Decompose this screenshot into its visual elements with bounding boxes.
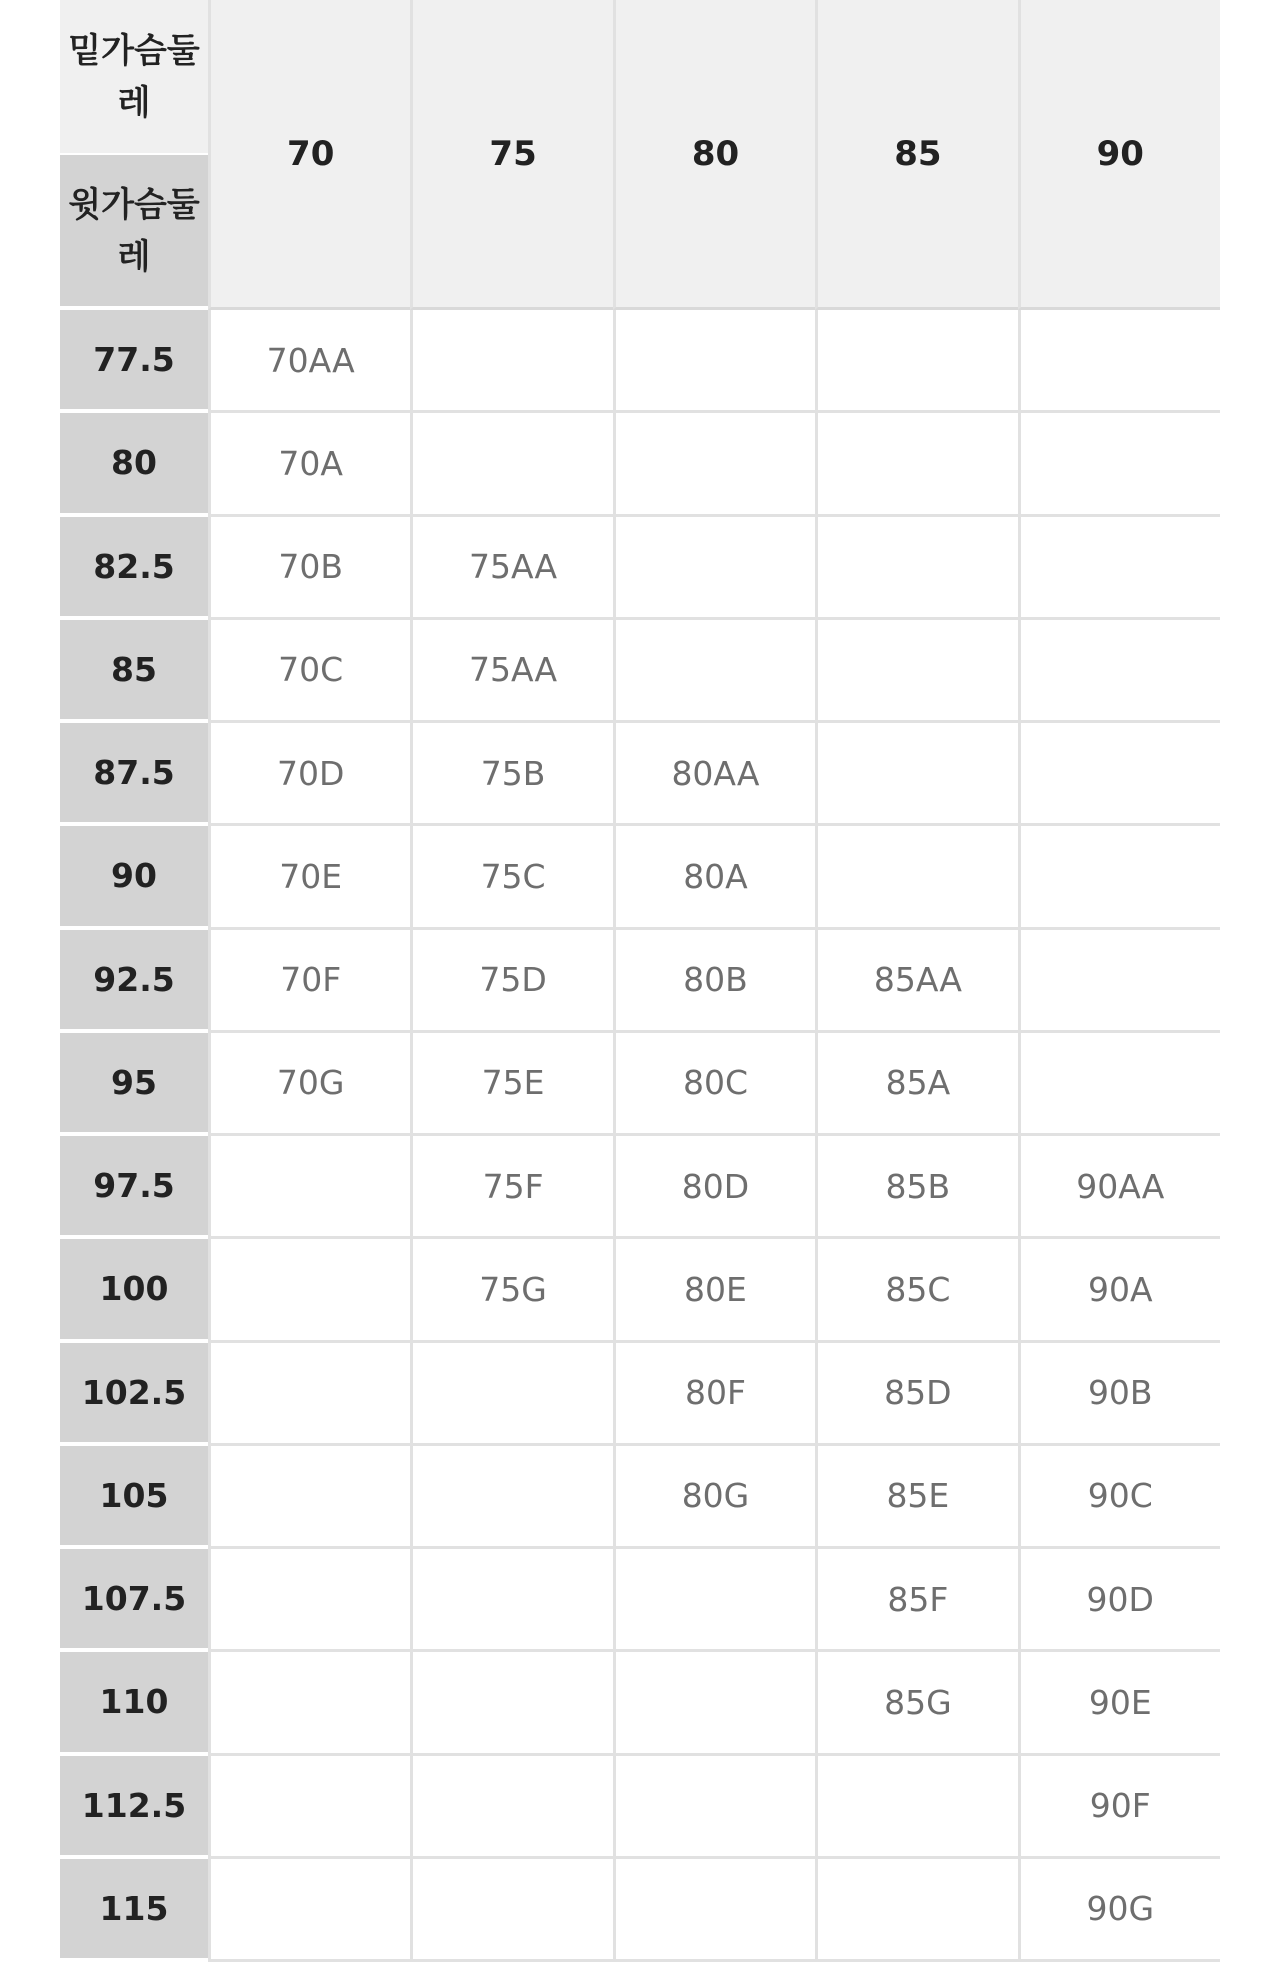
overbust-value: 80 <box>60 413 208 516</box>
size-cell: 70AA <box>208 310 410 413</box>
band-header-90: 90 <box>1018 0 1220 310</box>
size-cell: 85G <box>815 1652 1017 1755</box>
size-cell: 75C <box>410 826 612 929</box>
size-cell <box>1018 517 1220 620</box>
size-cell: 90C <box>1018 1446 1220 1549</box>
size-cell: 80C <box>613 1033 815 1136</box>
size-cell <box>410 1859 612 1962</box>
bra-size-table <box>60 0 1220 1958</box>
size-cell: 80D <box>613 1136 815 1239</box>
size-cell <box>208 1239 410 1342</box>
size-cell <box>1018 620 1220 723</box>
size-cell <box>815 517 1017 620</box>
size-cell: 90F <box>1018 1756 1220 1859</box>
size-cell <box>208 1756 410 1859</box>
overbust-value: 97.5 <box>60 1136 208 1239</box>
overbust-value: 77.5 <box>60 310 208 413</box>
size-cell <box>410 1446 612 1549</box>
size-cell: 90G <box>1018 1859 1220 1962</box>
size-cell <box>410 1549 612 1652</box>
band-header-70: 70 <box>208 0 410 310</box>
size-cell <box>208 1343 410 1446</box>
size-cell: 85C <box>815 1239 1017 1342</box>
size-cell <box>613 1756 815 1859</box>
size-cell <box>815 723 1017 826</box>
overbust-value: 115 <box>60 1859 208 1962</box>
size-cell: 75D <box>410 930 612 1033</box>
size-cell: 90AA <box>1018 1136 1220 1239</box>
size-cell <box>815 620 1017 723</box>
overbust-value: 92.5 <box>60 930 208 1033</box>
size-cell <box>410 413 612 516</box>
size-cell <box>613 1549 815 1652</box>
size-cell: 85E <box>815 1446 1017 1549</box>
size-cell: 80G <box>613 1446 815 1549</box>
size-cell: 75AA <box>410 517 612 620</box>
size-cell <box>815 1756 1017 1859</box>
size-cell <box>410 310 612 413</box>
overbust-value: 82.5 <box>60 517 208 620</box>
overbust-value: 95 <box>60 1033 208 1136</box>
size-cell <box>613 1859 815 1962</box>
overbust-value: 85 <box>60 620 208 723</box>
band-header-75: 75 <box>410 0 612 310</box>
band-header-85: 85 <box>815 0 1017 310</box>
size-cell <box>613 620 815 723</box>
size-cell <box>1018 1033 1220 1136</box>
size-cell: 75F <box>410 1136 612 1239</box>
size-cell: 90E <box>1018 1652 1220 1755</box>
size-cell: 80F <box>613 1343 815 1446</box>
size-cell <box>410 1343 612 1446</box>
size-cell <box>410 1652 612 1755</box>
size-cell: 85A <box>815 1033 1017 1136</box>
size-cell <box>410 1756 612 1859</box>
overbust-value: 110 <box>60 1652 208 1755</box>
size-cell: 90B <box>1018 1343 1220 1446</box>
underbust-header: 밑가슴둘레 <box>60 0 208 155</box>
overbust-value: 105 <box>60 1446 208 1549</box>
size-cell <box>1018 826 1220 929</box>
size-cell <box>613 310 815 413</box>
size-cell <box>208 1859 410 1962</box>
size-cell: 90D <box>1018 1549 1220 1652</box>
size-cell: 75AA <box>410 620 612 723</box>
size-cell: 70E <box>208 826 410 929</box>
size-cell <box>613 413 815 516</box>
size-cell <box>815 310 1017 413</box>
overbust-value: 102.5 <box>60 1343 208 1446</box>
overbust-value: 100 <box>60 1239 208 1342</box>
size-cell: 75B <box>410 723 612 826</box>
size-cell: 80E <box>613 1239 815 1342</box>
size-cell <box>208 1446 410 1549</box>
size-cell: 80B <box>613 930 815 1033</box>
size-cell <box>613 1652 815 1755</box>
size-cell: 80A <box>613 826 815 929</box>
size-cell <box>1018 310 1220 413</box>
size-cell: 75E <box>410 1033 612 1136</box>
size-cell: 85F <box>815 1549 1017 1652</box>
size-cell <box>1018 723 1220 826</box>
band-header-80: 80 <box>613 0 815 310</box>
size-cell: 70G <box>208 1033 410 1136</box>
overbust-value: 112.5 <box>60 1756 208 1859</box>
overbust-header: 윗가슴둘레 <box>60 155 208 310</box>
size-cell: 70F <box>208 930 410 1033</box>
size-cell <box>208 1652 410 1755</box>
size-cell <box>208 1136 410 1239</box>
size-cell: 85D <box>815 1343 1017 1446</box>
overbust-value: 90 <box>60 826 208 929</box>
size-cell <box>613 517 815 620</box>
size-cell <box>1018 930 1220 1033</box>
size-cell: 70C <box>208 620 410 723</box>
size-cell: 75G <box>410 1239 612 1342</box>
size-cell: 80AA <box>613 723 815 826</box>
size-cell: 70A <box>208 413 410 516</box>
size-cell <box>208 1549 410 1652</box>
size-cell: 70B <box>208 517 410 620</box>
size-cell <box>815 1859 1017 1962</box>
size-cell: 85B <box>815 1136 1017 1239</box>
size-cell <box>1018 413 1220 516</box>
size-cell: 90A <box>1018 1239 1220 1342</box>
size-cell: 70D <box>208 723 410 826</box>
overbust-value: 87.5 <box>60 723 208 826</box>
overbust-value: 107.5 <box>60 1549 208 1652</box>
size-cell <box>815 413 1017 516</box>
size-cell: 85AA <box>815 930 1017 1033</box>
size-cell <box>815 826 1017 929</box>
